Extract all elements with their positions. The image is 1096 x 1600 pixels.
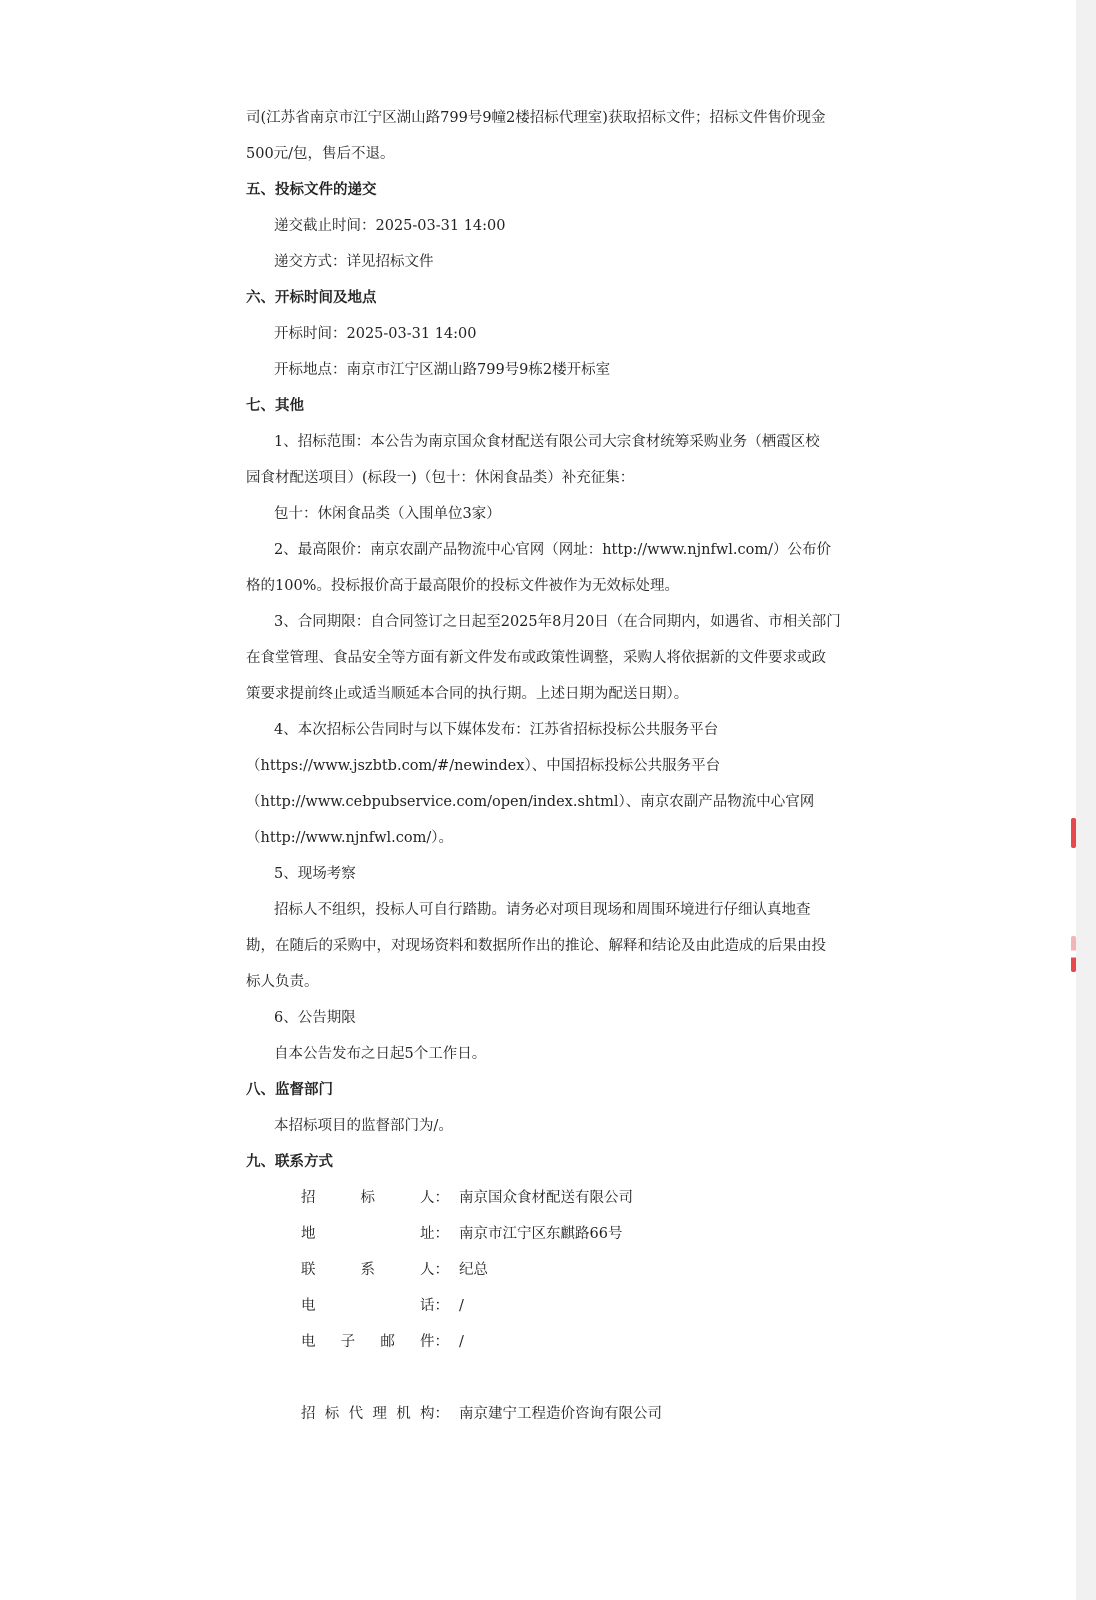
contact-block [301,1180,886,1432]
contact-label [301,1216,449,1252]
contact-row [301,1216,886,1252]
text-line: 递交截止时间：2025-03-31 14:00 [274,218,506,234]
contact-label-char: 地 [301,1226,316,1242]
text-line: 2、最高限价：南京农副产品物流中心官网（网址：http://www.njnfwl.com/）公布价 [274,542,831,558]
contact-label-char: 电 [301,1334,316,1350]
text-line: 递交方式：详见招标文件 [274,254,434,270]
contact-row [301,1324,886,1360]
text-line: 5、现场考察 [274,866,356,882]
text-line: 标人负责。 [246,974,319,990]
contact-label-char: 件： [419,1334,449,1350]
contact-label-char: 构： [419,1406,449,1422]
text-line: 4、本次招标公告同时与以下媒体发布：江苏省招标投标公共服务平台 [274,722,719,738]
contact-label-char: 址： [420,1226,449,1242]
contact-label-char: 子 [340,1334,356,1350]
contact-label-char: 话： [420,1298,449,1314]
section-heading: 七、其他 [246,398,304,414]
contact-label-char: 联 [301,1262,316,1278]
text-line: 3、合同期限：自合同签订之日起至2025年8月20日（在合同期内，如遇省、市相关部门 [274,614,841,630]
text-line: 招标人不组织，投标人可自行踏勘。请务必对项目现场和周围环境进行仔细认真地查 [274,902,811,918]
edge-mark-top [1071,818,1076,848]
contact-label-char: 邮 [380,1334,395,1350]
text-line: （https://www.jszbtb.com/#/newindex）、中国招标投标公共服务平台 [246,758,721,774]
text-line: 策要求提前终止或适当顺延本合同的执行期。上述日期为配送日期）。 [246,686,689,702]
text-line: 包十：休闲食品类（入围单位3家） [274,506,501,522]
contact-row [301,1252,886,1288]
contact-label [301,1180,449,1216]
text-line: 开标时间：2025-03-31 14:00 [274,326,477,342]
contact-label-char: 标 [360,1190,375,1206]
text-line: 本招标项目的监督部门为/。 [274,1118,453,1134]
contact-label [301,1288,449,1324]
text-line: 格的100%。投标报价高于最高限价的投标文件被作为无效标处理。 [246,578,679,594]
spacer [301,1360,886,1396]
agency-row [301,1396,886,1432]
contact-row [301,1288,886,1324]
contact-value: 纪总 [459,1262,488,1278]
contact-row [301,1180,886,1216]
text-line: （http://www.njnfwl.com/）。 [246,830,453,846]
contact-label-char: 人： [420,1190,449,1206]
section-heading: 五、投标文件的递交 [246,182,377,198]
contact-label-char: 招 [301,1190,316,1206]
text-line: 6、公告期限 [274,1010,356,1026]
section-heading: 八、监督部门 [246,1082,333,1098]
contact-label-char: 机 [396,1406,411,1422]
contact-label-char: 系 [360,1262,375,1278]
contact-value: 南京国众食材配送有限公司 [459,1190,633,1206]
contact-label-char: 人： [420,1262,449,1278]
contact-label-char: 招 [301,1406,316,1422]
text-line: 1、招标范围：本公告为南京国众食材配送有限公司大宗食材统筹采购业务（栖霞区校 [274,434,820,450]
contact-value: 南京市江宁区东麒路66号 [459,1226,623,1242]
text-line: （http://www.cebpubservice.com/open/index.shtml）、南京农副产品物流中心官网 [246,794,815,810]
text-line: 园食材配送项目）(标段一)（包十：休闲食品类）补充征集： [246,470,635,486]
section-heading: 六、开标时间及地点 [246,290,377,306]
contact-label-char: 理 [372,1406,387,1422]
text-line: 勘，在随后的采购中，对现场资料和数据所作出的推论、解释和结论及由此造成的后果由投 [246,938,826,954]
contact-label [301,1324,449,1360]
contact-value: / [459,1334,464,1350]
contact-label-char: 代 [348,1406,364,1422]
contact-label-char: 标 [324,1406,340,1422]
text-line: 开标地点：南京市江宁区湖山路799号9栋2楼开标室 [274,362,611,378]
contact-label [301,1396,449,1432]
contact-label [301,1252,449,1288]
text-line: 自本公告发布之日起5个工作日。 [274,1046,487,1062]
section-heading: 九、联系方式 [246,1154,333,1170]
text-line: 500元/包，售后不退。 [246,146,395,162]
contact-value: / [459,1298,464,1314]
text-line: 在食堂管理、食品安全等方面有新文件发布或政策性调整，采购人将依据新的文件要求或政 [246,650,826,666]
document-body [246,100,886,1432]
contact-label-char: 电 [301,1298,316,1314]
text-line: 司(江苏省南京市江宁区湖山路799号9幢2楼招标代理室)获取招标文件；招标文件售价现金 [246,110,826,126]
edge-mark-bottom [1071,936,1076,972]
contact-value: 南京建宁工程造价咨询有限公司 [459,1406,662,1422]
